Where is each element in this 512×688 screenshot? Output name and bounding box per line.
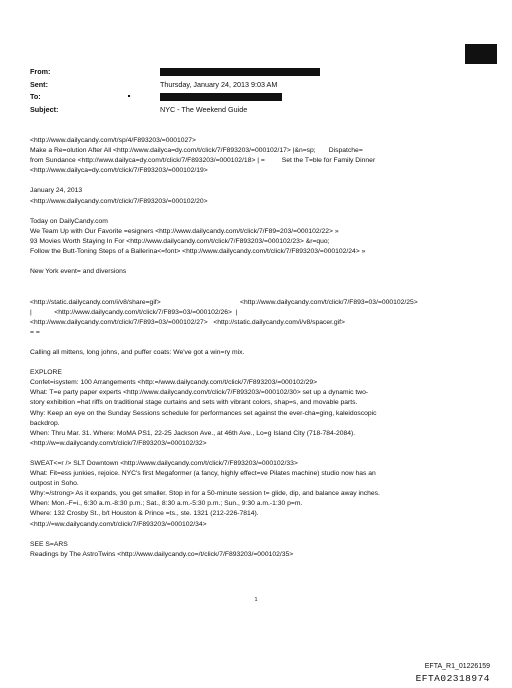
intro-links: <http://www.dailycandy.com/t/sp/4/F893203/=0001027> Make a Re=olution After All <http://www.dailyca=dy.com/t/click/7/F893203/=000102/17> |&n=sp; Dispatche= from Sundance <http://www.dailyca=dy.com/t/click/7/F893203/=000102/18> | = Set the T=ble for Family Dinner <http://www.dailyca=dy.com/t/click/7/F893203/=000102/19> xyxy=(30,137,376,175)
email-body xyxy=(30,136,476,570)
to-row xyxy=(30,91,470,104)
from-label: From: xyxy=(30,67,51,76)
from-redaction xyxy=(160,68,320,76)
footer-id-2: EFTA02318974 xyxy=(415,673,490,684)
share-link: <http://static.dailycandy.com/i/v8/share=gif> xyxy=(30,298,161,306)
to-label: To: xyxy=(30,92,41,101)
subject-value: NYC - The Weekend Guide xyxy=(160,104,248,114)
subject-label: Subject: xyxy=(30,104,59,114)
redaction-bar-top xyxy=(465,44,497,64)
explore-section: EXPLORE Confet=isystem: 100 Arrangements <http:=/www.dailycandy.com/t/click/7/F893203/=000102/29> What: T=e party paper experts <http://www.dailycandy.com/t/click/7/F893203/=000102/30> set up a dynamic two- story exhibition =hat riffs on traditional stage curtains and sets with vibrant colors, shap=s, and movable parts. Why: Keep an eye on the Sunday Sessions schedule for performances set against the ever-cha=ging, kaleidoscopic backdrop. When: Thru Mar. 31. Where: MoMA PS1, 22-25 Jackson Ave., at 46th Ave., Lo=g Island City (718-784-2084). <http://w=w.dailycandy.com/t/click/7/F893203/=000102/32> xyxy=(30,369,377,447)
date-block: January 24, 2013 <http://www.dailycandy.com/t/click/7/F893203/=000102/20> xyxy=(30,187,208,205)
sweat-section: SWEAT<=r /> SLT Downtown <http://www.dailycandy.com/t/click/7/F893203/=000102/33> What: Fit=ess junkies, rejoice. NYC's first Megaformer (a fancy, highly effect=ve Pilates machine) studio now has an outpost in Soho. Why:=/strong> As it expands, you get smaller. Stop in for a 50-minute session t= glide, dip, and balance away inches. When: Mon.-F=i., 6:30 a.m.-8:30 p.m.; Sat., 8:30 a.m.-5:30 p.m.; Sun., 9:30 a.m.-1:30 p=m. Where: 132 Crosby St., b/t Houston & Prince =ts., ste. 1321 (212-226-7814). <http://=ww.dailycandy.com/t/click/7/F893203/=000102/34> xyxy=(30,460,380,528)
page-number: 1 xyxy=(254,597,258,603)
to-redaction xyxy=(160,93,282,101)
stray-dot xyxy=(128,95,130,97)
sent-row xyxy=(30,79,470,92)
from-value xyxy=(160,66,470,79)
share-links-row xyxy=(30,298,476,308)
sent-label: Sent: xyxy=(30,79,48,89)
from-row xyxy=(30,66,470,79)
click-link-25: <http://www.dailycandy.com/t/click/7/F893=03/=000102/25> xyxy=(240,298,418,306)
to-value xyxy=(160,91,470,104)
lead-text: Calling all mittens, long johns, and puffer coats: We've got a win=ry mix. xyxy=(30,348,245,356)
today-block: Today on DailyCandy.com We Team Up with Our Favorite =esigners <http://www.dailycandy.com/t/click/7/F89=203/=000102/22> » 93 Movies Worth Staying In For <http://www.dailycandy.com/t/click/7/F893203/=000102/23> &r=quo; Follow the Butt-Toning Steps of a Ballerina<=font> <http://www.dailycandy.com/t/click/7/F893203/=000102/24> » xyxy=(30,217,366,256)
sent-value: Thursday, January 24, 2013 9:03 AM xyxy=(160,79,278,89)
footer-id-1: EFTA_R1_01226159 xyxy=(424,663,490,670)
subject-row xyxy=(30,104,470,117)
email-header xyxy=(30,66,470,116)
share-links-rest: | <http://www.dailycandy.com/t/click/7/F893=03/=000102/26> | <http://www.dailycandy.com/t/click/7/F893=03/=000102/27> <http://static.dailycandy.com/i/v8/spacer.gif> = = xyxy=(30,308,345,336)
see-stars-section: SEE S=ARS Readings by The AstroTwins <http://www.dailycandy.co=/t/click/7/F893203/=000102/35> xyxy=(30,540,294,558)
section-intro: New York event= and diversions xyxy=(30,268,127,276)
